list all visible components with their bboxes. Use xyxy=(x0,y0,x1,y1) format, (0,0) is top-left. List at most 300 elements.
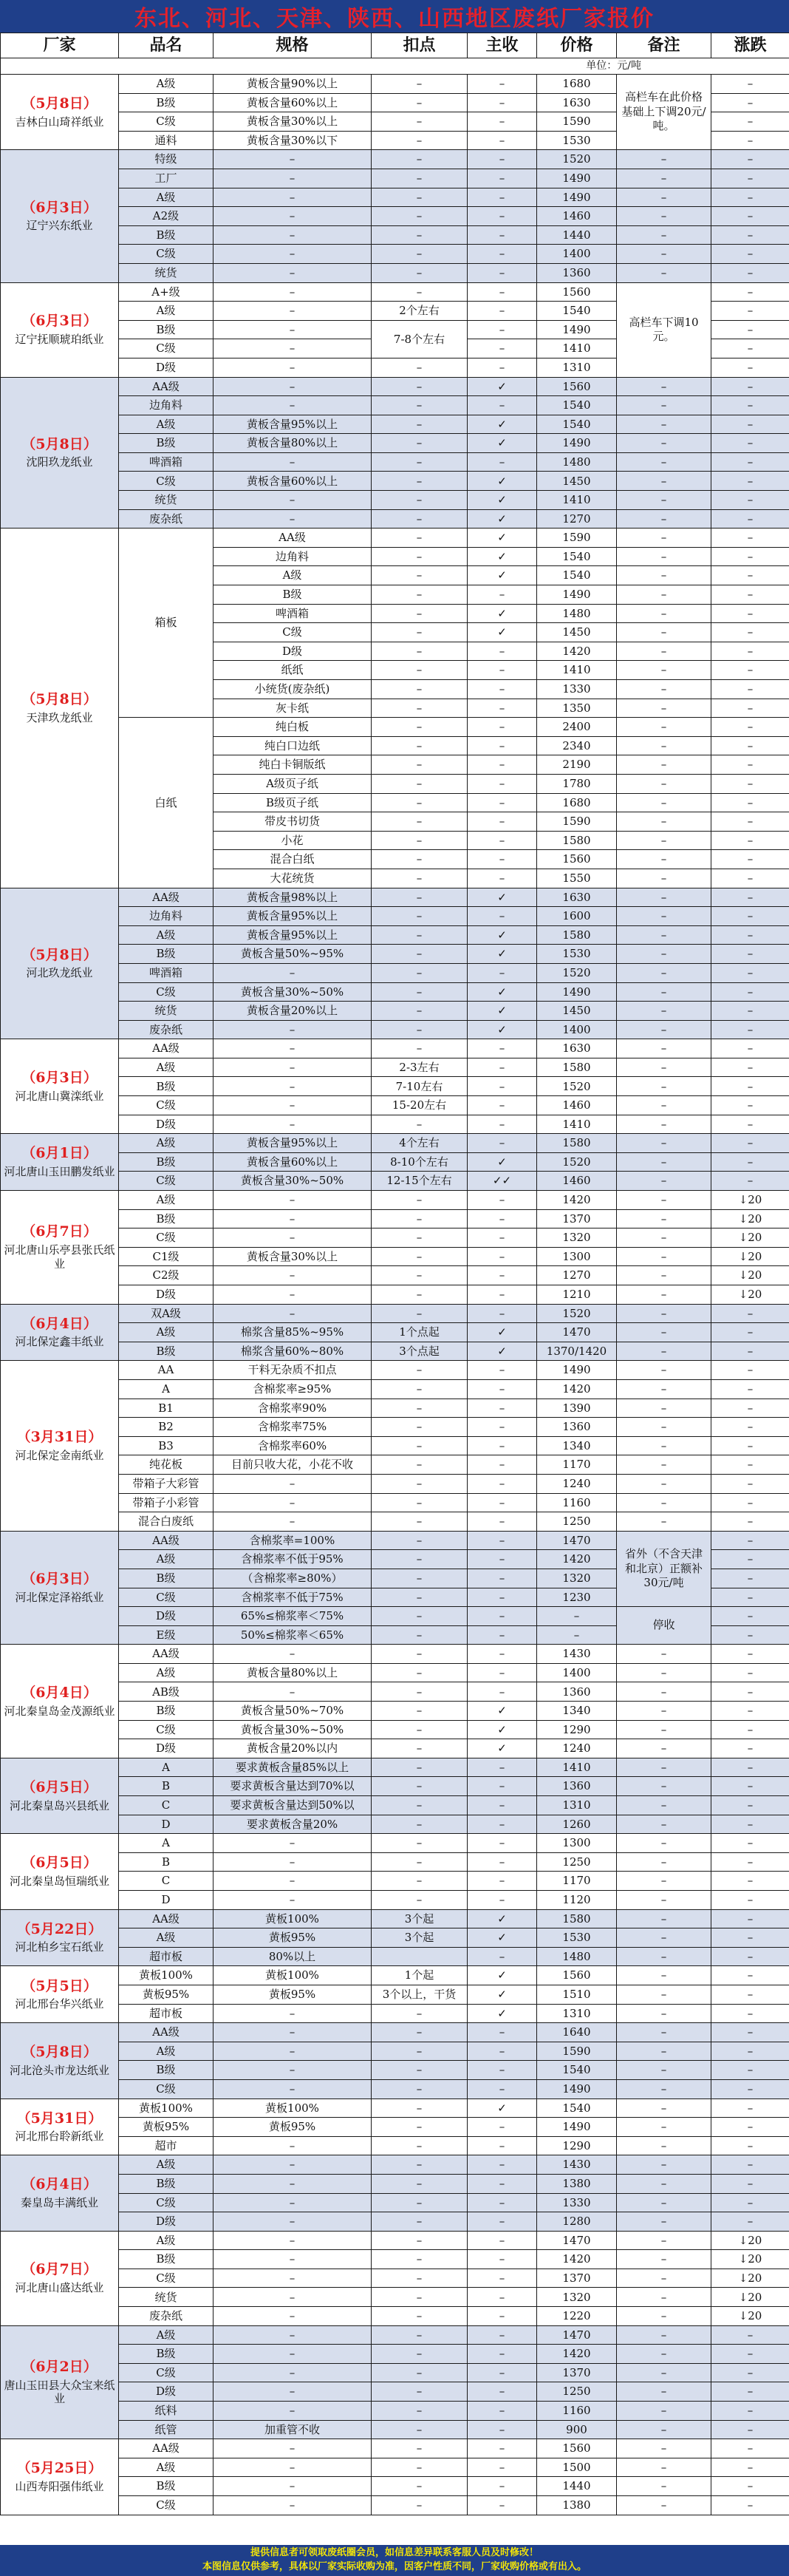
price-cell: 1580 xyxy=(537,1058,617,1077)
spec-cell: 黄板含量20%以上 xyxy=(214,1002,372,1021)
remark-cell: – xyxy=(617,1020,711,1039)
factory-name: 秦皇岛丰满纸业 xyxy=(20,2196,98,2209)
main-cell: – xyxy=(468,2250,537,2269)
deduction-cell: – xyxy=(372,415,468,434)
deduction-cell: – xyxy=(372,982,468,1002)
main-cell: – xyxy=(468,339,537,358)
deduction-cell: – xyxy=(372,2402,468,2421)
spec-cell: – xyxy=(214,282,372,302)
price-cell: 1360 xyxy=(537,263,617,282)
price-cell: 1440 xyxy=(537,2477,617,2496)
table-row xyxy=(1,1152,789,1172)
remark-cell: – xyxy=(617,1474,711,1493)
price-cell: 1530 xyxy=(537,1928,617,1948)
price-cell: 1590 xyxy=(537,529,617,548)
price-cell: 1470 xyxy=(537,1323,617,1342)
price-cell: 1450 xyxy=(537,623,617,642)
change-cell: – xyxy=(711,945,789,964)
spec-cell: 黄板95% xyxy=(214,2118,372,2137)
main-cell: – xyxy=(468,1550,537,1569)
deduction-cell: – xyxy=(372,2250,468,2269)
price-cell: 1560 xyxy=(537,1966,617,1985)
change-cell: – xyxy=(711,1002,789,1021)
change-cell: – xyxy=(711,2477,789,2496)
deduction-cell: – xyxy=(372,245,468,264)
main-cell: – xyxy=(468,718,537,737)
factory-name: 辽宁抚顺琥珀纸业 xyxy=(15,333,104,347)
main-cell: – xyxy=(468,1209,537,1228)
deduction-cell: – xyxy=(372,945,468,964)
spec-cell: – xyxy=(214,1209,372,1228)
spec-cell: – xyxy=(214,2061,372,2080)
main-cell: ✓ xyxy=(468,982,537,1002)
category-label: 白纸 xyxy=(119,718,214,888)
remark-cell: – xyxy=(617,736,711,755)
deduction-cell: – xyxy=(372,2477,468,2496)
deduction-cell: – xyxy=(372,169,468,188)
deduction-cell xyxy=(372,1947,468,1966)
header-remark: 备注 xyxy=(617,33,711,58)
remark-cell: – xyxy=(617,1436,711,1455)
factory-name: 河北柏乡宝石纸业 xyxy=(15,1940,104,1954)
price-cell: 1530 xyxy=(537,131,617,150)
deduction-cell: – xyxy=(372,1531,468,1550)
header-spec: 规格 xyxy=(214,33,372,58)
change-cell: – xyxy=(711,736,789,755)
price-cell: 1540 xyxy=(537,415,617,434)
table-row xyxy=(1,2118,789,2137)
remark-cell: – xyxy=(617,945,711,964)
grade-cell: B级 xyxy=(119,2345,214,2364)
deduction-cell: – xyxy=(372,2155,468,2175)
table-row xyxy=(1,945,789,964)
change-cell: – xyxy=(711,566,789,585)
change-cell: – xyxy=(711,2155,789,2175)
price-cell: 1270 xyxy=(537,509,617,529)
main-cell: – xyxy=(468,2439,537,2458)
main-cell: – xyxy=(468,2382,537,2402)
main-cell: ✓ xyxy=(468,1702,537,1721)
main-cell: ✓ xyxy=(468,888,537,907)
main-cell: ✓ xyxy=(468,945,537,964)
remark-cell: – xyxy=(617,1058,711,1077)
price-cell: 1420 xyxy=(537,1379,617,1399)
grade-cell: C级 xyxy=(119,1588,214,1607)
price-cell: 1400 xyxy=(537,1020,617,1039)
spec-cell: 黄板含量98%以上 xyxy=(214,888,372,907)
factory-date: （6月3日） xyxy=(21,313,98,330)
change-cell: – xyxy=(711,472,789,491)
remark-cell: – xyxy=(617,1815,711,1834)
remark-cell: – xyxy=(617,1455,711,1475)
main-cell: – xyxy=(468,2212,537,2232)
remark-cell: – xyxy=(617,718,711,737)
main-cell: – xyxy=(468,1474,537,1493)
table-row xyxy=(1,1266,789,1285)
spec-cell: – xyxy=(214,377,372,396)
grade-cell: 纯白板 xyxy=(214,718,372,737)
factory-name: 天津玖龙纸业 xyxy=(26,710,93,724)
remark-cell: – xyxy=(617,207,711,226)
remark-cell: – xyxy=(617,150,711,169)
remark-cell: – xyxy=(617,1247,711,1266)
grade-cell: A级 xyxy=(119,925,214,945)
table-row xyxy=(1,888,789,907)
change-cell: – xyxy=(711,452,789,472)
factory-cell xyxy=(1,2325,119,2439)
change-cell: – xyxy=(711,1134,789,1153)
factory-name: 河北邢台华兴纸业 xyxy=(15,1997,104,2011)
grade-cell: A级页子纸 xyxy=(214,774,372,793)
grade-cell: B级 xyxy=(119,1569,214,1588)
grade-cell: 边角料 xyxy=(119,396,214,415)
grade-cell: B1 xyxy=(119,1399,214,1418)
grade-cell: A级 xyxy=(119,1134,214,1153)
factory-cell xyxy=(1,1134,119,1191)
main-cell: ✓ xyxy=(468,1739,537,1758)
price-cell: 1560 xyxy=(537,850,617,869)
spec-cell: – xyxy=(214,263,372,282)
deduction-cell: – xyxy=(372,869,468,888)
change-cell: – xyxy=(711,1909,789,1928)
deduction-cell: – xyxy=(372,2042,468,2061)
deduction-cell: – xyxy=(372,1645,468,1664)
change-cell: – xyxy=(711,661,789,680)
change-cell: ↓20 xyxy=(711,2307,789,2326)
grade-cell: B级 xyxy=(119,93,214,112)
remark-cell: – xyxy=(617,1399,711,1418)
grade-cell: C级 xyxy=(119,112,214,132)
factory-cell xyxy=(1,1966,119,2023)
factory-date: （6月1日） xyxy=(21,1145,98,1162)
table-row xyxy=(1,2079,789,2098)
factory-cell xyxy=(1,75,119,150)
main-cell: – xyxy=(468,93,537,112)
spec-cell: – xyxy=(214,2212,372,2232)
remark-cell: – xyxy=(617,2420,711,2439)
remark-cell: – xyxy=(617,1777,711,1796)
remark-cell: – xyxy=(617,1379,711,1399)
change-cell: – xyxy=(711,1815,789,1834)
main-cell: – xyxy=(468,755,537,775)
main-cell: – xyxy=(468,1436,537,1455)
change-cell: – xyxy=(711,1645,789,1664)
factory-date: （5月5日） xyxy=(21,1977,98,1994)
spec-cell: – xyxy=(214,2250,372,2269)
spec-cell: – xyxy=(214,188,372,207)
main-cell: – xyxy=(468,2079,537,2098)
table-row xyxy=(1,1852,789,1872)
spec-cell: 黄板含量60%以上 xyxy=(214,93,372,112)
grade-cell: 纸纸 xyxy=(214,661,372,680)
remark-cell: – xyxy=(617,907,711,926)
remark-cell: – xyxy=(617,604,711,623)
remark-cell: – xyxy=(617,1342,711,1361)
main-cell: ✓ xyxy=(468,1002,537,1021)
remark-cell: – xyxy=(617,1872,711,1891)
main-cell: – xyxy=(468,1285,537,1305)
price-cell: 1360 xyxy=(537,1682,617,1702)
factory-date: （6月5日） xyxy=(21,1855,98,1872)
deduction-cell: – xyxy=(372,547,468,566)
main-cell: – xyxy=(468,2023,537,2042)
remark-cell: – xyxy=(617,1304,711,1323)
main-cell: – xyxy=(468,1682,537,1702)
price-cell: 1400 xyxy=(537,1663,617,1682)
main-cell: – xyxy=(468,396,537,415)
change-cell: – xyxy=(711,755,789,775)
price-cell: 1330 xyxy=(537,680,617,699)
grade-cell: A级 xyxy=(119,1323,214,1342)
spec-cell: – xyxy=(214,2042,372,2061)
price-cell: 1510 xyxy=(537,1985,617,2004)
table-row xyxy=(1,1020,789,1039)
price-cell: 1550 xyxy=(537,869,617,888)
main-cell: – xyxy=(468,1645,537,1664)
deduction-cell: – xyxy=(372,566,468,585)
grade-cell: C级 xyxy=(119,1720,214,1739)
change-cell: – xyxy=(711,2212,789,2232)
main-cell: – xyxy=(468,150,537,169)
remark-cell: – xyxy=(617,642,711,661)
table-row xyxy=(1,396,789,415)
main-cell: – xyxy=(468,1531,537,1550)
table-row xyxy=(1,1418,789,1437)
deduction-cell: – xyxy=(372,1569,468,1588)
grade-cell: AA级 xyxy=(119,1531,214,1550)
spec-cell: 含棉浆率≥95% xyxy=(214,1379,372,1399)
deduction-cell: – xyxy=(372,718,468,737)
grade-cell: B级 xyxy=(119,2174,214,2193)
grade-cell: 纯白口边纸 xyxy=(214,736,372,755)
factory-cell xyxy=(1,1304,119,1361)
main-cell: – xyxy=(468,1815,537,1834)
grade-cell: B级 xyxy=(119,2061,214,2080)
deduction-cell: – xyxy=(372,1399,468,1418)
spec-cell: – xyxy=(214,1682,372,1702)
table-row xyxy=(1,225,789,245)
main-cell: – xyxy=(468,812,537,832)
grade-cell: A级 xyxy=(119,1058,214,1077)
change-cell: – xyxy=(711,358,789,377)
change-cell: – xyxy=(711,1777,789,1796)
grade-cell: B级 xyxy=(119,225,214,245)
price-cell: 1410 xyxy=(537,1758,617,1777)
change-cell: – xyxy=(711,699,789,718)
main-cell: – xyxy=(468,452,537,472)
change-cell: ↓20 xyxy=(711,1209,789,1228)
deduction-cell: – xyxy=(372,1852,468,1872)
remark-cell: – xyxy=(617,2174,711,2193)
table-row xyxy=(1,2363,789,2382)
factory-date: （5月8日） xyxy=(21,95,98,112)
deduction-cell: – xyxy=(372,263,468,282)
spec-cell: 黄板含量60%以上 xyxy=(214,472,372,491)
deduction-cell: 4个左右 xyxy=(372,1134,468,1153)
change-cell: – xyxy=(711,1512,789,1532)
table-row xyxy=(1,1493,789,1512)
price-cell: 1330 xyxy=(537,2193,617,2212)
spec-cell: – xyxy=(214,2307,372,2326)
price-cell: 1590 xyxy=(537,112,617,132)
table-row xyxy=(1,1815,789,1834)
price-cell: 1420 xyxy=(537,642,617,661)
deduction-cell: – xyxy=(372,1891,468,1910)
main-cell: – xyxy=(468,907,537,926)
main-cell: – xyxy=(468,2458,537,2477)
grade-cell: AA级 xyxy=(119,1645,214,1664)
change-cell: – xyxy=(711,888,789,907)
table-row xyxy=(1,1191,789,1210)
price-cell: 1320 xyxy=(537,2288,617,2307)
grade-cell: AA级 xyxy=(119,2439,214,2458)
change-cell: – xyxy=(711,377,789,396)
table-row xyxy=(1,1134,789,1153)
spec-cell: – xyxy=(214,2079,372,2098)
table-row xyxy=(1,2269,789,2288)
spec-cell: – xyxy=(214,1228,372,1248)
spec-cell: 黄板含量20%以内 xyxy=(214,1739,372,1758)
table-row xyxy=(1,1966,789,1985)
change-cell: – xyxy=(711,604,789,623)
remark-cell: – xyxy=(617,850,711,869)
grade-cell: B级 xyxy=(119,945,214,964)
remark-cell: – xyxy=(617,1285,711,1305)
deduction-cell: – xyxy=(372,755,468,775)
main-cell: – xyxy=(468,850,537,869)
table-row xyxy=(1,2136,789,2155)
change-cell: – xyxy=(711,2061,789,2080)
factory-name: 唐山玉田县大众宝来纸业 xyxy=(4,2378,115,2406)
spec-cell: 黄板含量30%以上 xyxy=(214,112,372,132)
price-cell: 1370 xyxy=(537,2269,617,2288)
price-cell: 1430 xyxy=(537,1645,617,1664)
price-cell: 1540 xyxy=(537,302,617,321)
spec-cell: – xyxy=(214,2023,372,2042)
table-row xyxy=(1,2212,789,2232)
main-cell: – xyxy=(468,793,537,812)
table-row xyxy=(1,2325,789,2345)
table-row xyxy=(1,907,789,926)
grade-cell: C级 xyxy=(119,982,214,1002)
deduction-cell: – xyxy=(372,1625,468,1645)
main-cell: – xyxy=(468,2174,537,2193)
spec-cell: – xyxy=(214,339,372,358)
deduction-cell: – xyxy=(372,2420,468,2439)
change-cell: – xyxy=(711,225,789,245)
change-cell: – xyxy=(711,1436,789,1455)
factory-name: 河北保定鑫丰纸业 xyxy=(15,1335,104,1349)
change-cell: – xyxy=(711,793,789,812)
change-cell: – xyxy=(711,491,789,510)
change-cell: ↓20 xyxy=(711,1191,789,1210)
table-row xyxy=(1,1455,789,1475)
factory-cell xyxy=(1,888,119,1039)
spec-cell: 黄板含量30%~50% xyxy=(214,1720,372,1739)
price-cell: 1490 xyxy=(537,982,617,1002)
main-cell: ✓ xyxy=(468,1909,537,1928)
price-cell: 1240 xyxy=(537,1474,617,1493)
spec-cell: 加重管不收 xyxy=(214,2420,372,2439)
remark-cell: – xyxy=(617,2061,711,2080)
spec-cell: 黄板含量30%以下 xyxy=(214,131,372,150)
remark-cell: – xyxy=(617,1266,711,1285)
grade-cell: D xyxy=(119,1815,214,1834)
grade-cell: 边角料 xyxy=(119,907,214,926)
factory-name: 河北秦皇岛恒瑞纸业 xyxy=(9,1874,109,1888)
change-cell: – xyxy=(711,2136,789,2155)
table-row xyxy=(1,1758,789,1777)
deduction-cell: – xyxy=(372,529,468,548)
price-cell: 1210 xyxy=(537,1285,617,1305)
grade-cell: C1级 xyxy=(119,1247,214,1266)
main-cell: – xyxy=(468,263,537,282)
deduction-cell: – xyxy=(372,585,468,605)
deduction-cell: – xyxy=(372,282,468,302)
change-cell: – xyxy=(711,75,789,94)
deduction-cell: – xyxy=(372,2004,468,2023)
deduction-cell: – xyxy=(372,699,468,718)
remark-cell: – xyxy=(617,963,711,982)
main-cell: – xyxy=(468,2155,537,2175)
main-cell: – xyxy=(468,1872,537,1891)
price-cell: 1170 xyxy=(537,1455,617,1475)
spec-cell: 含棉浆率75% xyxy=(214,1418,372,1437)
factory-name: 河北保定金南纸业 xyxy=(15,1449,104,1463)
remark-cell: – xyxy=(617,2250,711,2269)
deduction-cell: – xyxy=(372,1758,468,1777)
main-cell: – xyxy=(468,1266,537,1285)
price-cell: 1480 xyxy=(537,452,617,472)
deduction-cell: – xyxy=(372,491,468,510)
deduction-cell: – xyxy=(372,680,468,699)
grade-cell: A级 xyxy=(214,566,372,585)
deduction-cell: – xyxy=(372,207,468,226)
factory-date: （5月8日） xyxy=(21,946,98,963)
remark-cell: 高栏车下调10元。 xyxy=(617,282,711,377)
price-cell: 1420 xyxy=(537,1191,617,1210)
deduction-cell: – xyxy=(372,1815,468,1834)
table-row xyxy=(1,75,789,94)
spec-cell: – xyxy=(214,1115,372,1134)
deduction-cell: – xyxy=(372,774,468,793)
main-cell: – xyxy=(468,2288,537,2307)
table-row xyxy=(1,245,789,264)
table-row xyxy=(1,491,789,510)
factory-name: 河北唐山冀滦纸业 xyxy=(15,1089,104,1103)
remark-cell: – xyxy=(617,1209,711,1228)
table-row xyxy=(1,1834,789,1853)
main-cell: ✓ xyxy=(468,491,537,510)
change-cell: – xyxy=(711,1474,789,1493)
main-cell: – xyxy=(468,2269,537,2288)
price-cell: 1250 xyxy=(537,1852,617,1872)
spec-cell: 黄板100% xyxy=(214,1966,372,1985)
remark-cell: – xyxy=(617,1852,711,1872)
deduction-cell: – xyxy=(372,2363,468,2382)
remark-cell: – xyxy=(617,1739,711,1758)
grade-cell: C级 xyxy=(119,339,214,358)
grade-cell: 纸料 xyxy=(119,2402,214,2421)
main-cell: ✓ xyxy=(468,1020,537,1039)
remark-cell: – xyxy=(617,263,711,282)
deduction-cell: – xyxy=(372,1436,468,1455)
price-cell: 1560 xyxy=(537,282,617,302)
grade-cell: B3 xyxy=(119,1436,214,1455)
spec-cell: 50%≤棉浆率＜65% xyxy=(214,1625,372,1645)
table-row xyxy=(1,1531,789,1550)
deduction-cell: – xyxy=(372,2439,468,2458)
